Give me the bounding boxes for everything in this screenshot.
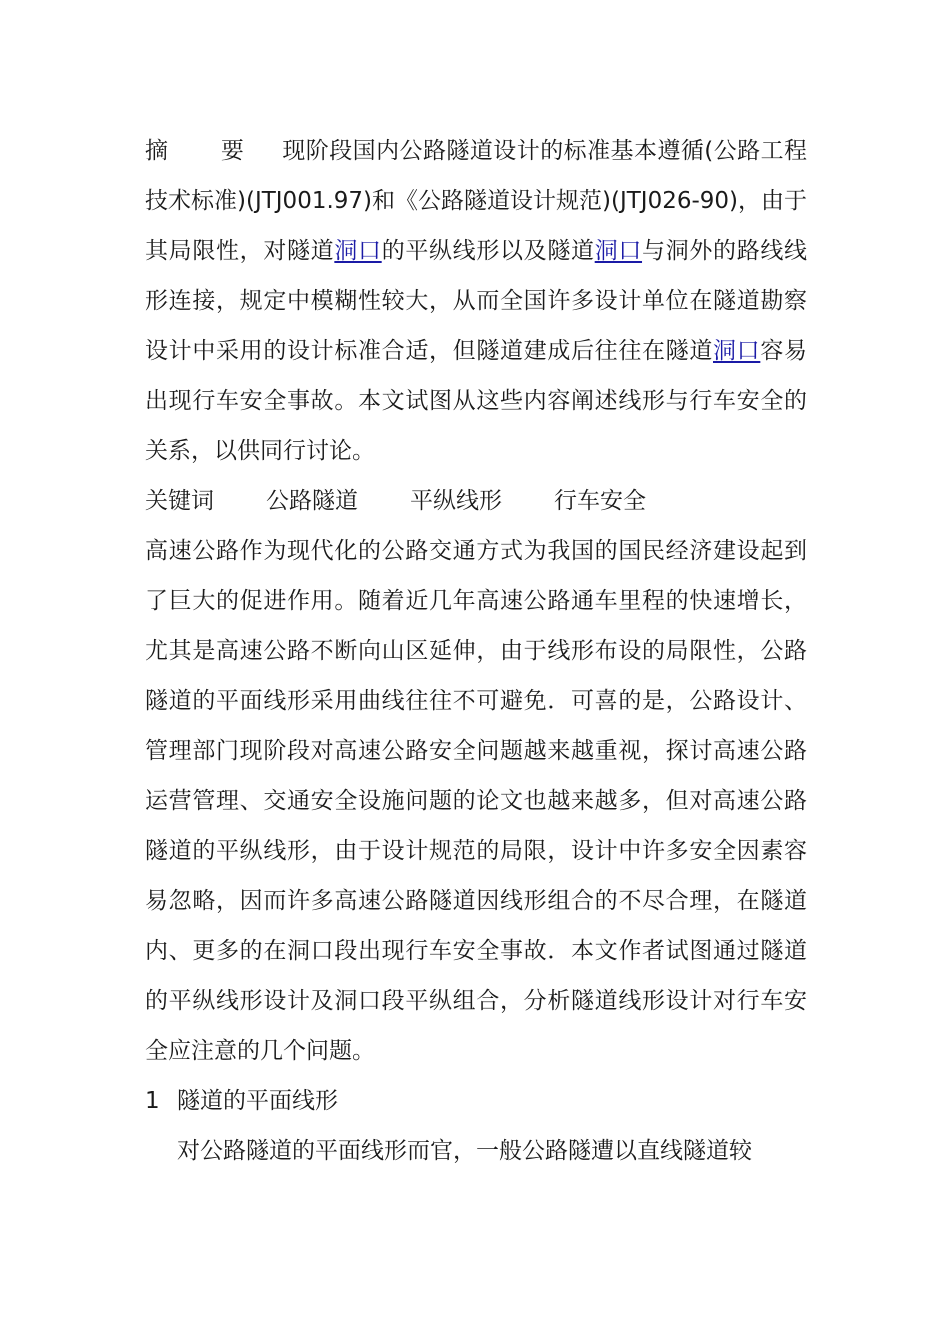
section-number: 1 (145, 1088, 160, 1114)
section-title: 隧道的平面线形 (177, 1088, 338, 1114)
abstract-text-b: 的平纵线形以及隧道 (381, 238, 595, 264)
keyword-item: 平纵线形 (410, 488, 502, 514)
abstract-label-char-2: 要 (220, 138, 245, 164)
keywords-line (145, 476, 807, 526)
keywords-label: 关键词 (145, 488, 214, 514)
tunnel-portal-link-3[interactable]: 洞口 (713, 338, 761, 364)
section-paragraph: 对公路隧道的平面线形而官，一般公路隧遭以直线隧道较 (177, 1138, 752, 1164)
abstract-paragraph (145, 126, 807, 476)
section-heading (145, 1076, 807, 1126)
abstract-text-d: 容易出现行车安全事故。本文试图从这些内容阐述线形与行车安全的关系，以供同行讨论。 (145, 338, 808, 464)
keyword-item: 行车安全 (554, 488, 646, 514)
abstract-text-a: 现阶段国内公路隧道设计的标准基本遵循(公路工程技术标准)(JTJ001.97)和《公路隧道设计规范)(JTJ026-90)，由于其局限性，对隧道 (145, 138, 808, 264)
abstract-text-c: 与洞外的路线线形连接，规定中模糊性较大，从而全国许多设计单位在隧道勘察设计中采用的设计标准合适，但隧道建成后往往在隧道 (145, 238, 808, 364)
tunnel-portal-link-2[interactable]: 洞口 (594, 238, 643, 264)
document-page (145, 126, 807, 1176)
abstract-label-char-1: 摘 (145, 138, 169, 164)
tunnel-portal-link-1[interactable]: 洞口 (334, 238, 382, 264)
abstract-label (145, 138, 244, 164)
keyword-item: 公路隧道 (266, 488, 358, 514)
intro-paragraph: 高速公路作为现代化的公路交通方式为我国的国民经济建设起到了巨大的促进作用。随着近几年高速公路通车里程的快速增长，尤其是高速公路不断向山区延伸，由于线形布设的局限性，公路隧道的平面线形采用曲线往往不可避免．可喜的是，公路设计、管理部门现阶段对高速公路安全问题越来越重视，探讨高速公路运营管理、交通安全设施问题的论文也越来越多，但对高速公路隧道的平纵线形，由于设计规范的局限，设计中许多安全因素容易忽略，因而许多高速公路隧道因线形组合的不尽合理，在隧道内、更多的在洞口段出现行车安全事故．本文作者试图通过隧道的平纵线形设计及洞口段平纵组合，分析隧道线形设计对行车安全应注意的几个问题。 (145, 538, 807, 1064)
